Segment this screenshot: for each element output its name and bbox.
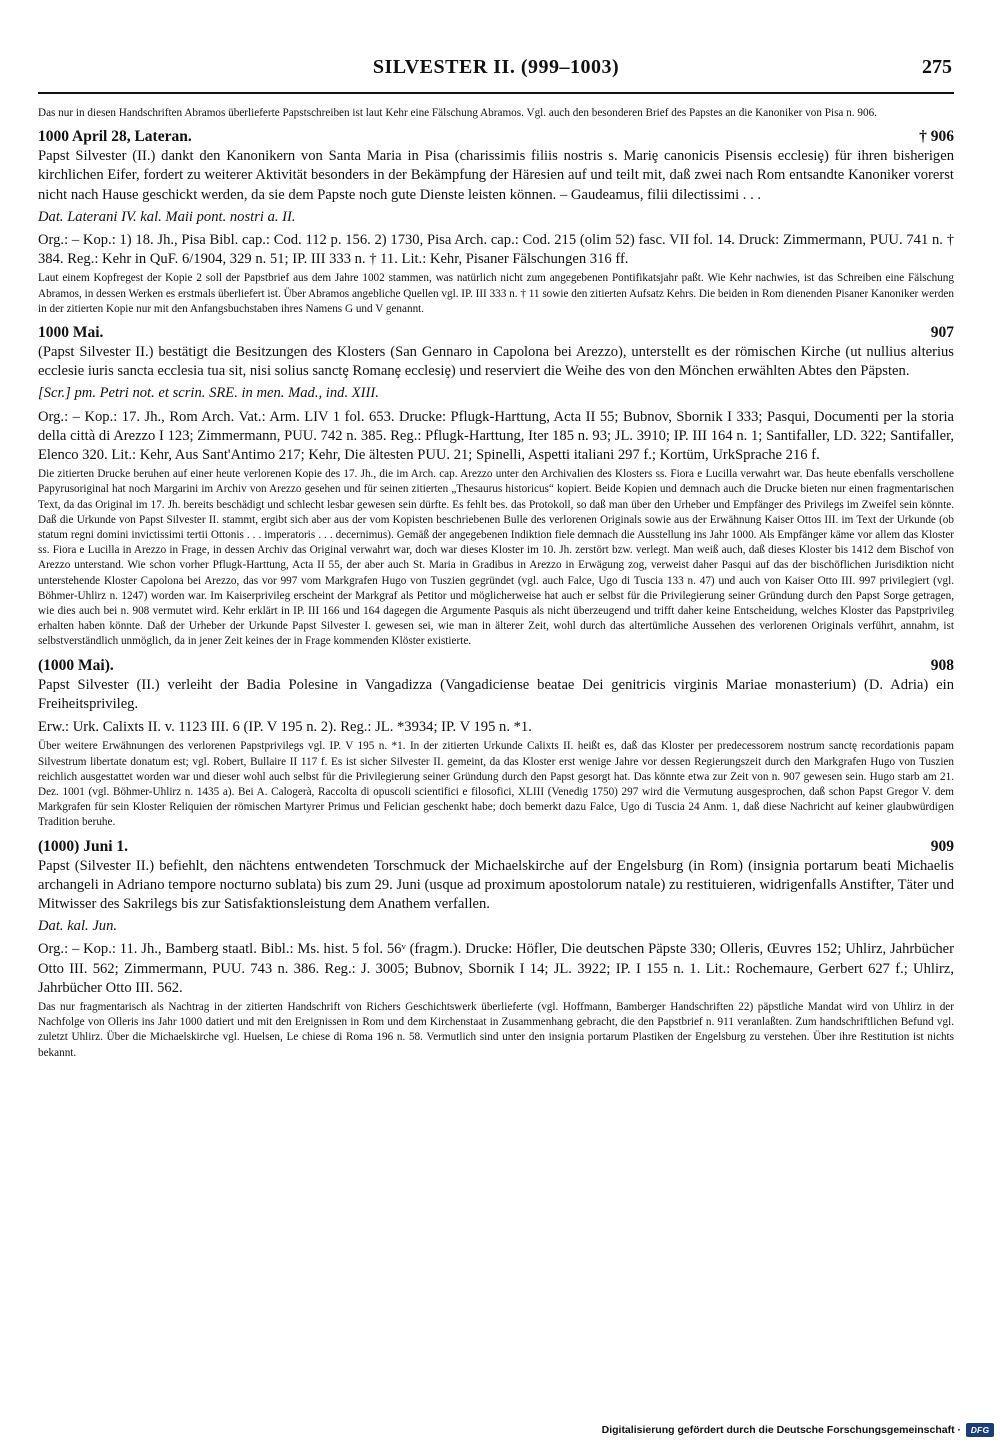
entry-note: Das nur fragmentarisch als Nachtrag in der zitierten Handschrift von Richers Geschichtswerk überlieferte (vgl. Hoffmann, Bamberger Handschriften 22) päpstliche Mandat wird von Uhlirz in der Nachfolge von Olleris ins Jahr 1000 datiert und mit den Ereignissen in Rom und dem Kirchenstaat in Zusammenhang gebracht, die den Papstbrief n. 911 veranlaßten. Zum handschriftlichen Befund vgl. zuletzt Uhlirz. Über die Michaelskirche vgl. Huelsen, Le chiese di Roma 196 n. 58. Vermutlich sind unter den insignia portarum Plastiken der Engelsburg zu verstehen. Über ihre Restitution ist nichts bekannt. <box>38 1000 954 1059</box>
entry-number: 908 <box>930 656 954 674</box>
entry-date: 1000 Mai. <box>38 324 104 342</box>
dfg-logo-icon: DFG <box>966 1423 994 1437</box>
entry-heading <box>38 656 954 676</box>
entry-sources: Org.: – Kop.: 1) 18. Jh., Pisa Bibl. cap.: Cod. 112 p. 156. 2) 1730, Pisa Arch. cap.: Cod. 215 (olim 52) fasc. VII fol. 14. Druck: Zimmermann, PUU. 741 n. † 384. Reg.: Kehr in QuF. 6/1904, 329 n. 51; IP. III 333 n. † 11. Lit.: Kehr, Pisaner Fälschungen 316 ff. <box>38 232 954 268</box>
entry-number: † 906 <box>919 128 954 146</box>
entry-regest: Papst Silvester (II.) dankt den Kanonikern von Santa Maria in Pisa (charissimis filiis nostris s. Mariȩ canonicis Pisensis ecclesiȩ) für ihren bisherigen kirchlichen Eifer, fordert zu weiterer Aktivität besonders in der Bekämpfung der Häresien auf und teilt mit, daß zwei nach Rom entsandte Kanoniker vorerst nicht nach Hause geschickt werden, da sie dem Papste noch gute Dienste leisten können. – Gaudeamus, filii dilectissimi . . . <box>38 148 954 203</box>
entry-date: (1000 Mai). <box>38 656 114 674</box>
entry-sources: Org.: – Kop.: 17. Jh., Rom Arch. Vat.: Arm. LIV 1 fol. 653. Drucke: Pflugk-Harttung, Acta II 55; Bubnov, Sbornik I 333; Pasqui, Documenti per la storia della città di Arezzo I 123; Zimmermann, PUU. 742 n. 385. Reg.: Pflugk-Harttung, Iter 185 n. 93; JL. 3910; IP. III 164 n. 1; Santifaller, LD. 322; Santifaller, Elenco 320. Lit.: Kehr, Aus Sant'Antimo 217; Kehr, Die ältesten PUU. 21; Spinelli, Aspetti italiani 297 f.; Kortüm, UrkSprache 216 f. <box>38 408 954 464</box>
entry-sources: Erw.: Urk. Calixts II. v. 1123 III. 6 (IP. V 195 n. 2). Reg.: JL. *3934; IP. V 195 n. *1. <box>38 719 532 736</box>
entry-heading <box>38 837 954 857</box>
digitization-footer <box>602 1423 994 1437</box>
entry-note: Über weitere Erwähnungen des verlorenen Papstprivilegs vgl. IP. V 195 n. *1. In der zitierten Urkunde Calixts II. heißt es, daß das Kloster per predecessorem nostrum sanctę recordationis papam Silvestrum libertate donatum est; vgl. Robert, Bullaire II 117 f. Es ist sicher Silvester II. gemeint, da das Kloster erst wenige Jahre vor dessen Regierungszeit durch den Markgrafen Hugo von Tuszien reichlich ausgestattet worden war und dieser wohl auch selbst für die Privilegierung seiner Gründung durch den Papst gesorgt hat. Das könnte etwa zur Zeit von n. 907 gewesen sein. Hugo starb am 21. Dez. 1001 (vgl. Böhmer-Uhlirz n. 1435 a). Bei A. Calogerà, Raccolta di opuscoli scientifici e filosofici, XLIII (Venedig 1750) 297 wird die Vermutung ausgesprochen, daß schon Papst Gregor V. dem Markgrafen für sein Kloster Reliquien der römischen Martyrer Primus und Felician geschenkt habe; doch bemerkt dazu Falce, Ugo di Tuscia 24 Anm. 1, daß diese Nachricht auf keiner glaubwürdigen Tradition beruhe. <box>38 740 954 829</box>
entry-907 <box>38 323 954 650</box>
entry-906 <box>38 127 954 317</box>
entry-date: (1000) Juni 1. <box>38 837 128 855</box>
entry-datum: Dat. Laterani IV. kal. Maii pont. nostri a. II. <box>38 208 296 225</box>
entry-regest: Papst Silvester (II.) verleiht der Badia Polesine in Vangadizza (Vangadiciense beatae Dei genitricis virginis Mariae monasterium) (D. Adria) ein Freiheitsprivileg. <box>38 676 954 712</box>
entry-number: 909 <box>930 837 954 855</box>
entry-heading <box>38 127 954 147</box>
entry-datum: Dat. kal. Jun. <box>38 918 118 935</box>
running-head <box>38 52 954 94</box>
entry-909 <box>38 837 954 1061</box>
entry-sources: Org.: – Kop.: 11. Jh., Bamberg staatl. Bibl.: Ms. hist. 5 fol. 56ᵛ (fragm.). Drucke: Höfler, Die deutschen Päpste 330; Olleris, Œuvres 152; Uhlirz, Jahrbücher Otto III. 562; Zimmermann, PUU. 743 n. 386. Reg.: J. 3005; Bubnov, Sbornik I 14; JL. 3922; IP. I 155 n. 1. Lit.: Rochemaure, Gerbert 627 f.; Uhlirz, Jahrbücher Otto III. 562. <box>38 941 954 996</box>
entry-908 <box>38 656 954 831</box>
entry-date: 1000 April 28, Lateran. <box>38 128 192 146</box>
entry-regest: Papst (Silvester II.) befiehlt, den nächtens entwendeten Torschmuck der Michaelskirche auf der Engelsburg (in Rom) (insignia portarum beati Michaelis archangeli in Adriano tempore nocturno sublata) bis zum 29. Juni (usque ad proximum apostolorum natale) zu restituieren, widrigenfalls Anstifter, Täter und Mitwisser des Sakrilegs bis zur Satisfaktionsleistung dem Anathem verfallen. <box>38 857 954 912</box>
footer-text: Digitalisierung gefördert durch die Deutsche Forschungsgemeinschaft · <box>601 1424 961 1436</box>
page <box>38 52 954 1061</box>
entry-number: 907 <box>930 324 954 342</box>
entry-regest: (Papst Silvester II.) bestätigt die Besitzungen des Klosters (San Gennaro in Capolona bei Arezzo), unterstellt es der römischen Kirche (ut nullius alterius ecclesie iuris sancta ecclesia tua sit, nisi solius sanctȩ Romanȩ ecclesiȩ) und reserviert die Weihe des von den Mönchen erwählten Abtes den Päpsten. <box>38 344 954 380</box>
entry-note: Laut einem Kopfregest der Kopie 2 soll der Papstbrief aus dem Jahre 1002 stammen, was natürlich nicht zum angegebenen Pontifikatsjahr paßt. Wie Kehr nachwies, ist das Schreiben eine Fälschung Abramos, in dessen Werken es erstmals überliefert ist. Über Abramos angebliche Quellen vgl. IP. III 333 n. † 11 sowie den zitierten Aufsatz Kehrs. Die beiden in Rom dienenden Pisaner Kanoniker werden in der zitierten Kopie nur mit den Anfangsbuchstaben ihres Namens G und V genannt. <box>38 272 954 315</box>
intro-note: Das nur in diesen Handschriften Abramos überlieferte Papstschreiben ist laut Kehr eine Fälschung Abramos. Vgl. auch den besonderen Brief des Papstes an die Kanoniker von Pisa n. 906. <box>38 107 877 119</box>
entry-heading <box>38 323 954 343</box>
entry-note: Die zitierten Drucke beruhen auf einer heute verlorenen Kopie des 17. Jh., die im Arch. cap. Arezzo unter den Archivalien des Klosters ss. Fiora e Lucilla verwahrt war. Das heute ebenfalls verschollene Papyrusoriginal hat noch Margarini im Archiv von Arezzo gesehen und für seinen zitierten „Thesaurus historicus“ kopiert. Beide Kopien und demnach auch die Drucke bieten nur einen fragmentarischen Text, da das Original im 17. Jh. bereits beschädigt und schlecht lesbar gewesen sein dürfte. Es fehlt bes. das Protokoll, so daß man über den Urheber und Empfänger des Privilegs im Zweifel sein könnte. Daß die Urkunde von Papst Silvester II. stammt, ergibt sich aber aus der vom Kopisten beschriebenen Bulle des verlorenen Originals sowie aus der Erwähnung Kaiser Ottos III. im Text der Urkunde (ob statum regni domini invictissimi tertii Ottonis . . . imperatoris . . . decernimus). Gemäß der angegebenen Indiktion fiele demnach die Ausstellung ins Jahr 1000. Als Empfänger käme vor allem das Kloster ss. Fiora e Lucilla in Arezzo in Frage, in dessen Archiv das Original verwahrt war, doch war dieses Kloster im 10. Jh. zerstört bzw. verlegt. Man weiß auch, daß dieses Kloster bis 1412 dem Bischof von Arezzo unterstand. Wie schon vorher Pflugk-Harttung, Acta II 55, der aber auch St. Maria in Gradibus in Arezzo in Erwägung zog, verweist daher Pasqui auf das der bischöflichen Jurisdiktion nicht unterstehende Kloster Capolona bei Arezzo, das vor 997 vom Markgrafen Hugo von Tuszien gegründet (vgl. auch Falce, Ugo di Tuscia 133 n. 47) und auch von Kaiser Otto III. 997 privilegiert (vgl. Böhmer-Uhlirz n. 1247) worden war. Im Kaiserprivileg erscheint der Markgraf als Petitor und möglicherweise hat auch er selbst für die Privilegierung seiner Gründung durch den Papst Sorge getragen, wie dies auch bei n. 908 vermutet wird. Kehr erklärt in IP. III 166 und 164 dagegen die Argumente Pasquis als nicht überzeugend und trifft daher keine Entscheidung, welches Kloster das Papstprivileg erhalten haben könnte. Daß der Urheber der Urkunde Papst Silvester I. gewesen sei, wie man in älterer Zeit, wohl durch das altertümliche Aussehen des verlorenen Originals verführt, annahm, ist selbstverständlich unmöglich, da in jener Zeit keines der in Frage kommenden Klöster existierte. <box>38 468 954 648</box>
entry-datum: [Scr.] pm. Petri not. et scrin. SRE. in men. Mad., ind. XIII. <box>38 385 379 402</box>
running-title: SILVESTER II. (999–1003) <box>372 56 620 78</box>
page-number: 275 <box>922 56 952 78</box>
